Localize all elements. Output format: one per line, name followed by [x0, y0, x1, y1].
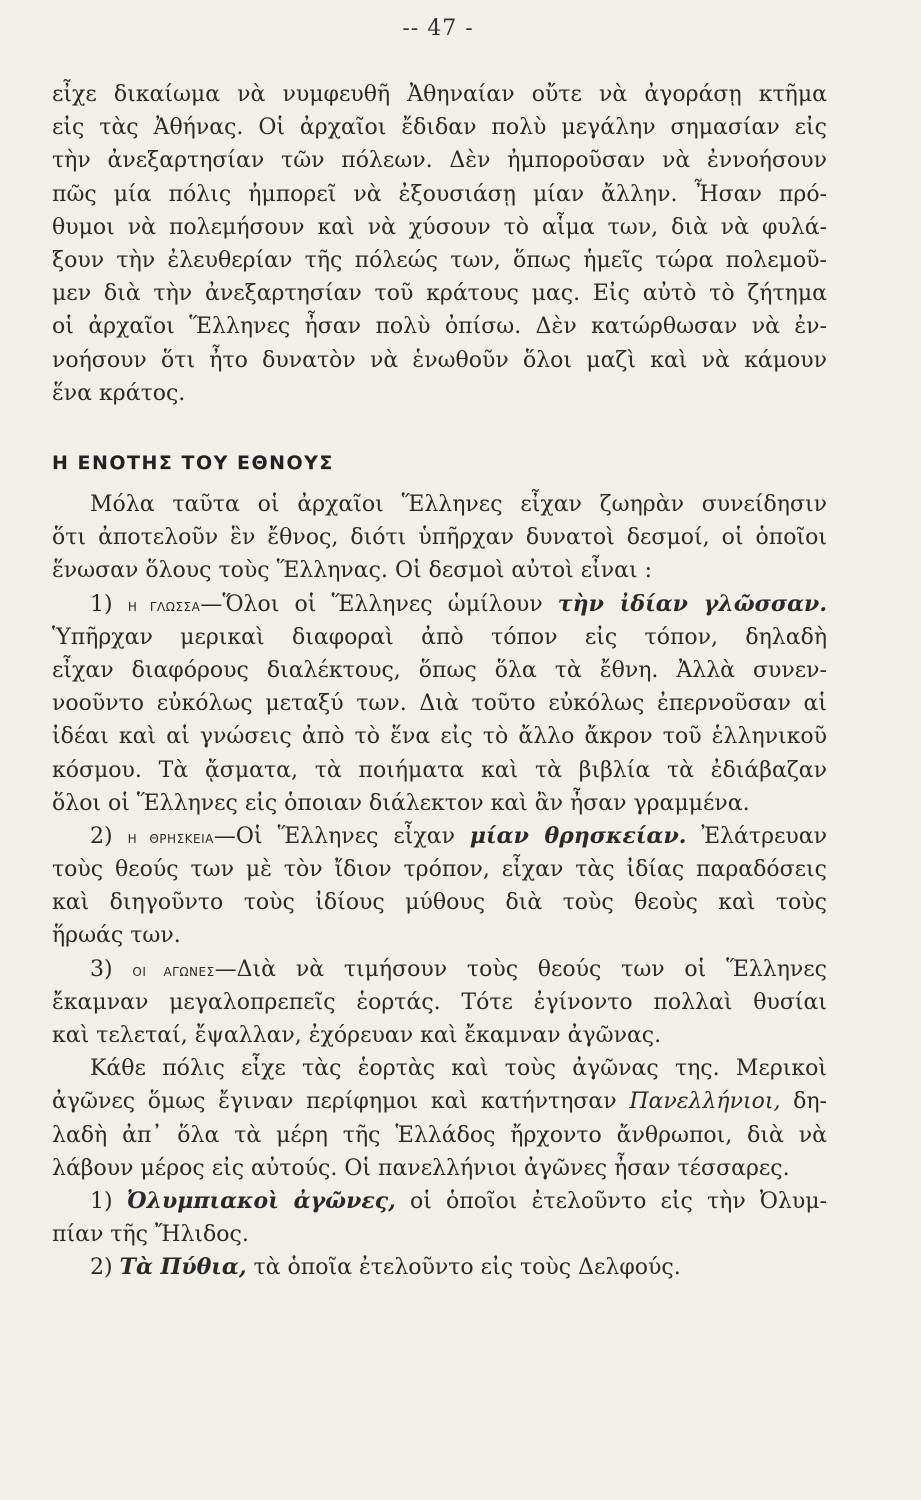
text-line: Κάθε πόλις εἶχε τὰς ἑορτὰς καὶ τοὺς ἀγῶνας της. Μερικοὶ [90, 1056, 827, 1082]
item-label: ΟΙ ΑΓΩΝΕΣ [132, 964, 215, 979]
text-line: εἶχε δικαίωμα νὰ νυμφευθῆ Ἀθηναίαν οὔτε νὰ ἀγοράσῃ κτῆμα [52, 82, 827, 107]
text-line: καὶ διηγοῦντο τοὺς ἰδίους μύθους διὰ τοὺς θεοὺς καὶ τοὺς [52, 890, 827, 916]
text-line: ἥρωάς των. [52, 923, 181, 949]
paragraph-intro [52, 78, 827, 410]
item-emphasis: μίαν θρησκείαν. [469, 822, 687, 849]
panhellenic-term: Πανελλήνιοι, [629, 1089, 781, 1115]
game-name: Τὰ Πύθια, [119, 1254, 247, 1281]
game-pythian: 2) Τὰ Πύθια, τὰ ὁποῖα ἐτελοῦντο εἰς τοὺς Δελφούς. [90, 1254, 681, 1281]
item-number: 2) [90, 823, 113, 849]
item-religion [52, 820, 827, 853]
text-line: Ὑπῆρχαν μερικαὶ διαφοραὶ ἀπὸ τόπον εἰς τόπον, δηλαδὴ [52, 624, 827, 650]
item-language [52, 588, 827, 621]
text-line: ἕνα κράτος. [52, 380, 186, 406]
page-number: -- 47 - [402, 16, 474, 41]
text-line: ἕνωσαν ὅλους τοὺς Ἕλληνας. Οἱ δεσμοὶ αὐτοὶ εἶναι : [52, 558, 652, 584]
text-line: κόσμου. Τὰ ᾄσματα, τὰ ποιήματα καὶ τὰ βιβλία τὰ ἐδιάβαζαν [52, 757, 827, 783]
item-label: Η ΓΛΩΣΣΑ [127, 599, 201, 614]
text-line: ξουν τὴν ἐλευθερίαν τῆς πόλεώς των, ὅπως ἡμεῖς τώρα πολεμοῦ- [52, 247, 827, 273]
item-number: 2) [90, 1255, 113, 1281]
text-line: εἶχαν διαφόρους διαλέκτους, ὅπως ὅλα τὰ ἔθνη. Ἀλλὰ συνεν- [52, 657, 827, 683]
item-tail: Ἐλάτρευαν [686, 823, 828, 849]
item-number: 1) [90, 591, 113, 617]
game-olympic: 1) Ὀλυμπιακοὶ ἀγῶνες, οἱ ὁποῖοι ἐτελοῦντο εἰς τὴν Ὀλυμ- [90, 1187, 827, 1214]
text-line: ἀγῶνες ὅμως ἔγιναν περίφημοι καὶ κατήντησαν Πανελλήνιοι, δη- [52, 1089, 827, 1115]
item-lead: —Διὰ νὰ τιμήσουν τοὺς θεούς των οἱ Ἕλληνες [214, 956, 827, 982]
item-lead: —Οἱ Ἕλληνες εἶχαν [213, 823, 470, 849]
section-body [52, 488, 827, 1285]
text-line: εἰς τὰς Ἀθήνας. Οἱ ἀρχαῖοι ἔδιδαν πολὺ μεγάλην σημασίαν εἰς [52, 115, 827, 141]
text-line: τὴν ἀνεξαρτησίαν τῶν πόλεων. Δὲν ἠμποροῦσαν νὰ ἐννοήσουν [52, 148, 827, 174]
text-line: λαδὴ ἀπ᾽ ὅλα τὰ μέρη τῆς Ἑλλάδος ἤρχοντο ἄνθρωποι, διὰ νὰ [52, 1122, 827, 1148]
text-line: καὶ τελεταί, ἔψαλλαν, ἐχόρευαν καὶ ἔκαμναν ἀγῶνας. [52, 1023, 662, 1048]
text-line: θυμοι νὰ πολεμήσουν καὶ νὰ χύσουν τὸ αἷμα των, διὰ νὰ φυλά- [52, 214, 827, 240]
text-line: Μόλα ταῦτα οἱ ἀρχαῖοι Ἕλληνες εἶχαν ζωηρὰν συνείδησιν [90, 492, 827, 517]
item-number: 3) [90, 956, 113, 982]
game-name: Ὀλυμπιακοὶ ἀγῶνες, [126, 1187, 396, 1214]
text-line: οἱ ἀρχαῖοι Ἕλληνες ἦσαν πολὺ ὀπίσω. Δὲν κατώρθωσαν νὰ ἐν- [52, 314, 827, 340]
text-line: μεν διὰ τὴν ἀνεξαρτησίαν τοῦ κράτους μας. Εἰς αὐτὸ τὸ ζήτημα [52, 281, 827, 307]
text-line: νοήσουν ὅτι ἦτο δυνατὸν νὰ ἑνωθοῦν ὅλοι μαζὶ καὶ νὰ κάμουν [52, 347, 827, 373]
item-label: Η ΘΡΗΣΚΕΙΑ [127, 831, 214, 846]
text-line: ὅτι ἀποτελοῦν ἓν ἔθνος, διότι ὑπῆρχαν δυνατοὶ δεσμοί, οἱ ὁποῖοι [52, 525, 827, 551]
item-lead: —Ὅλοι οἱ Ἕλληνες ὡμίλουν [200, 591, 558, 617]
text-line: ἔκαμναν μεγαλοπρεπεῖς ἑορτάς. Τότε ἐγίνοντο πολλαὶ θυσίαι [52, 989, 827, 1015]
item-games [52, 953, 827, 986]
text-line: τοὺς θεούς των μὲ τὸν ἴδιον τρόπον, εἶχαν τὰς ἰδίας παραδόσεις [52, 857, 827, 883]
text-line: νοοῦντο εὐκόλως μεταξύ των. Διὰ τοῦτο εὐκόλως ἐπερνοῦσαν αἱ [52, 691, 827, 717]
section-heading: Η ΕΝΟΤΗΣ ΤΟΥ ΕΘΝΟΥΣ [52, 452, 334, 474]
text-line: ἰδέαι καὶ αἱ γνώσεις ἀπὸ τὸ ἕνα εἰς τὸ ἄλλο ἄκρον τοῦ ἑλληνικοῦ [52, 724, 827, 750]
text-line: πίαν τῆς Ἤλιδος. [52, 1222, 249, 1248]
text-line: λάβουν μέρος εἰς αὐτούς. Οἱ πανελλήνιοι ἀγῶνες ἦσαν τέσσαρες. [52, 1155, 790, 1181]
item-emphasis: τὴν ἰδίαν γλῶσσαν. [557, 590, 827, 617]
item-number: 1) [90, 1188, 113, 1214]
text-line: πῶς μία πόλις ἠμπορεῖ νὰ ἐξουσιάσῃ μίαν ἄλλην. Ἦσαν πρό- [52, 181, 827, 207]
text-line: ὅλοι οἱ Ἕλληνες εἰς ὁποιαν διάλεκτον καὶ ἂν ἦσαν γραμμένα. [52, 790, 750, 816]
